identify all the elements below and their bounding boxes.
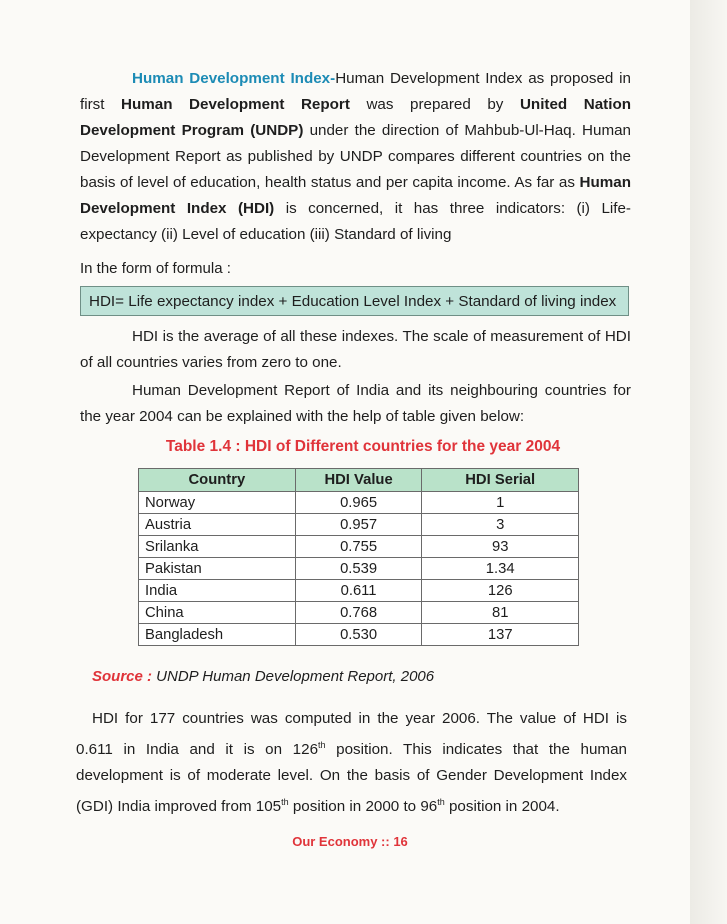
intro-paragraph: Human Development Index-Human Development Index as proposed in first Human Development Report was prepared by United Nation Development Program (UNDP) under the direction of Mahbub-Ul-Haq. Human Development Report as published by UNDP compares different countries on the basis of level of education, health status and per capita income. As far as Human Development Index (HDI) is concerned, it has three indicators: (i) Life-expectancy (ii) Level of education (iii) Standard of living	[80, 70, 631, 243]
average-paragraph: HDI is the average of all these indexes. The scale of measurement of HDI of all countries varies from zero to one.	[80, 328, 631, 371]
cell-hdi-value: 0.539	[295, 558, 422, 580]
cell-hdi-value: 0.957	[295, 514, 422, 536]
table-row	[139, 558, 579, 580]
formula-label: In the form of formula :	[80, 260, 231, 277]
cell-country: Austria	[139, 514, 296, 536]
table-source	[92, 668, 434, 685]
cell-country: India	[139, 580, 296, 602]
cell-country: Pakistan	[139, 558, 296, 580]
column-header-hdi-value: HDI Value	[295, 469, 422, 492]
cell-country: Norway	[139, 492, 296, 514]
table-row	[139, 492, 579, 514]
cell-country: China	[139, 602, 296, 624]
cell-hdi-serial: 1.34	[422, 558, 579, 580]
report-paragraph: Human Development Report of India and its neighbouring countries for the year 2004 can be explained with the help of table given below:	[80, 382, 631, 425]
table-row	[139, 536, 579, 558]
cell-country: Srilanka	[139, 536, 296, 558]
table-row	[139, 602, 579, 624]
source-text: UNDP Human Development Report, 2006	[152, 668, 435, 685]
cell-hdi-serial: 126	[422, 580, 579, 602]
source-label: Source :	[92, 668, 153, 685]
cell-hdi-serial: 1	[422, 492, 579, 514]
section-heading: Human Development Index-	[132, 70, 336, 87]
cell-hdi-value: 0.965	[295, 492, 422, 514]
cell-hdi-serial: 137	[422, 624, 579, 646]
table-row	[139, 624, 579, 646]
formula-box: HDI= Life expectancy index + Education Level Index + Standard of living index	[80, 286, 629, 316]
cell-hdi-serial: 93	[422, 536, 579, 558]
cell-hdi-value: 0.611	[295, 580, 422, 602]
hdi-table	[138, 468, 579, 646]
table-title: Table 1.4 : HDI of Different countries for the year 2004	[165, 438, 561, 455]
column-header-country: Country	[139, 469, 296, 492]
cell-hdi-serial: 3	[422, 514, 579, 536]
column-header-hdi-serial: HDI Serial	[422, 469, 579, 492]
final-paragraph: HDI for 177 countries was computed in the year 2006. The value of HDI is 0.611 in India and it is on 126th position. This indicates that the human development is of moderate level. On the basis of Gender Development Index (GDI) India improved from 105th position in 2000 to 96th position in 2004.	[76, 710, 627, 816]
cell-hdi-value: 0.530	[295, 624, 422, 646]
cell-hdi-value: 0.755	[295, 536, 422, 558]
page-edge	[690, 0, 727, 924]
cell-hdi-value: 0.768	[295, 602, 422, 624]
table-row	[139, 514, 579, 536]
cell-country: Bangladesh	[139, 624, 296, 646]
cell-hdi-serial: 81	[422, 602, 579, 624]
table-header-row	[139, 469, 579, 492]
page-footer: Our Economy :: 16	[292, 834, 408, 849]
table-row	[139, 580, 579, 602]
